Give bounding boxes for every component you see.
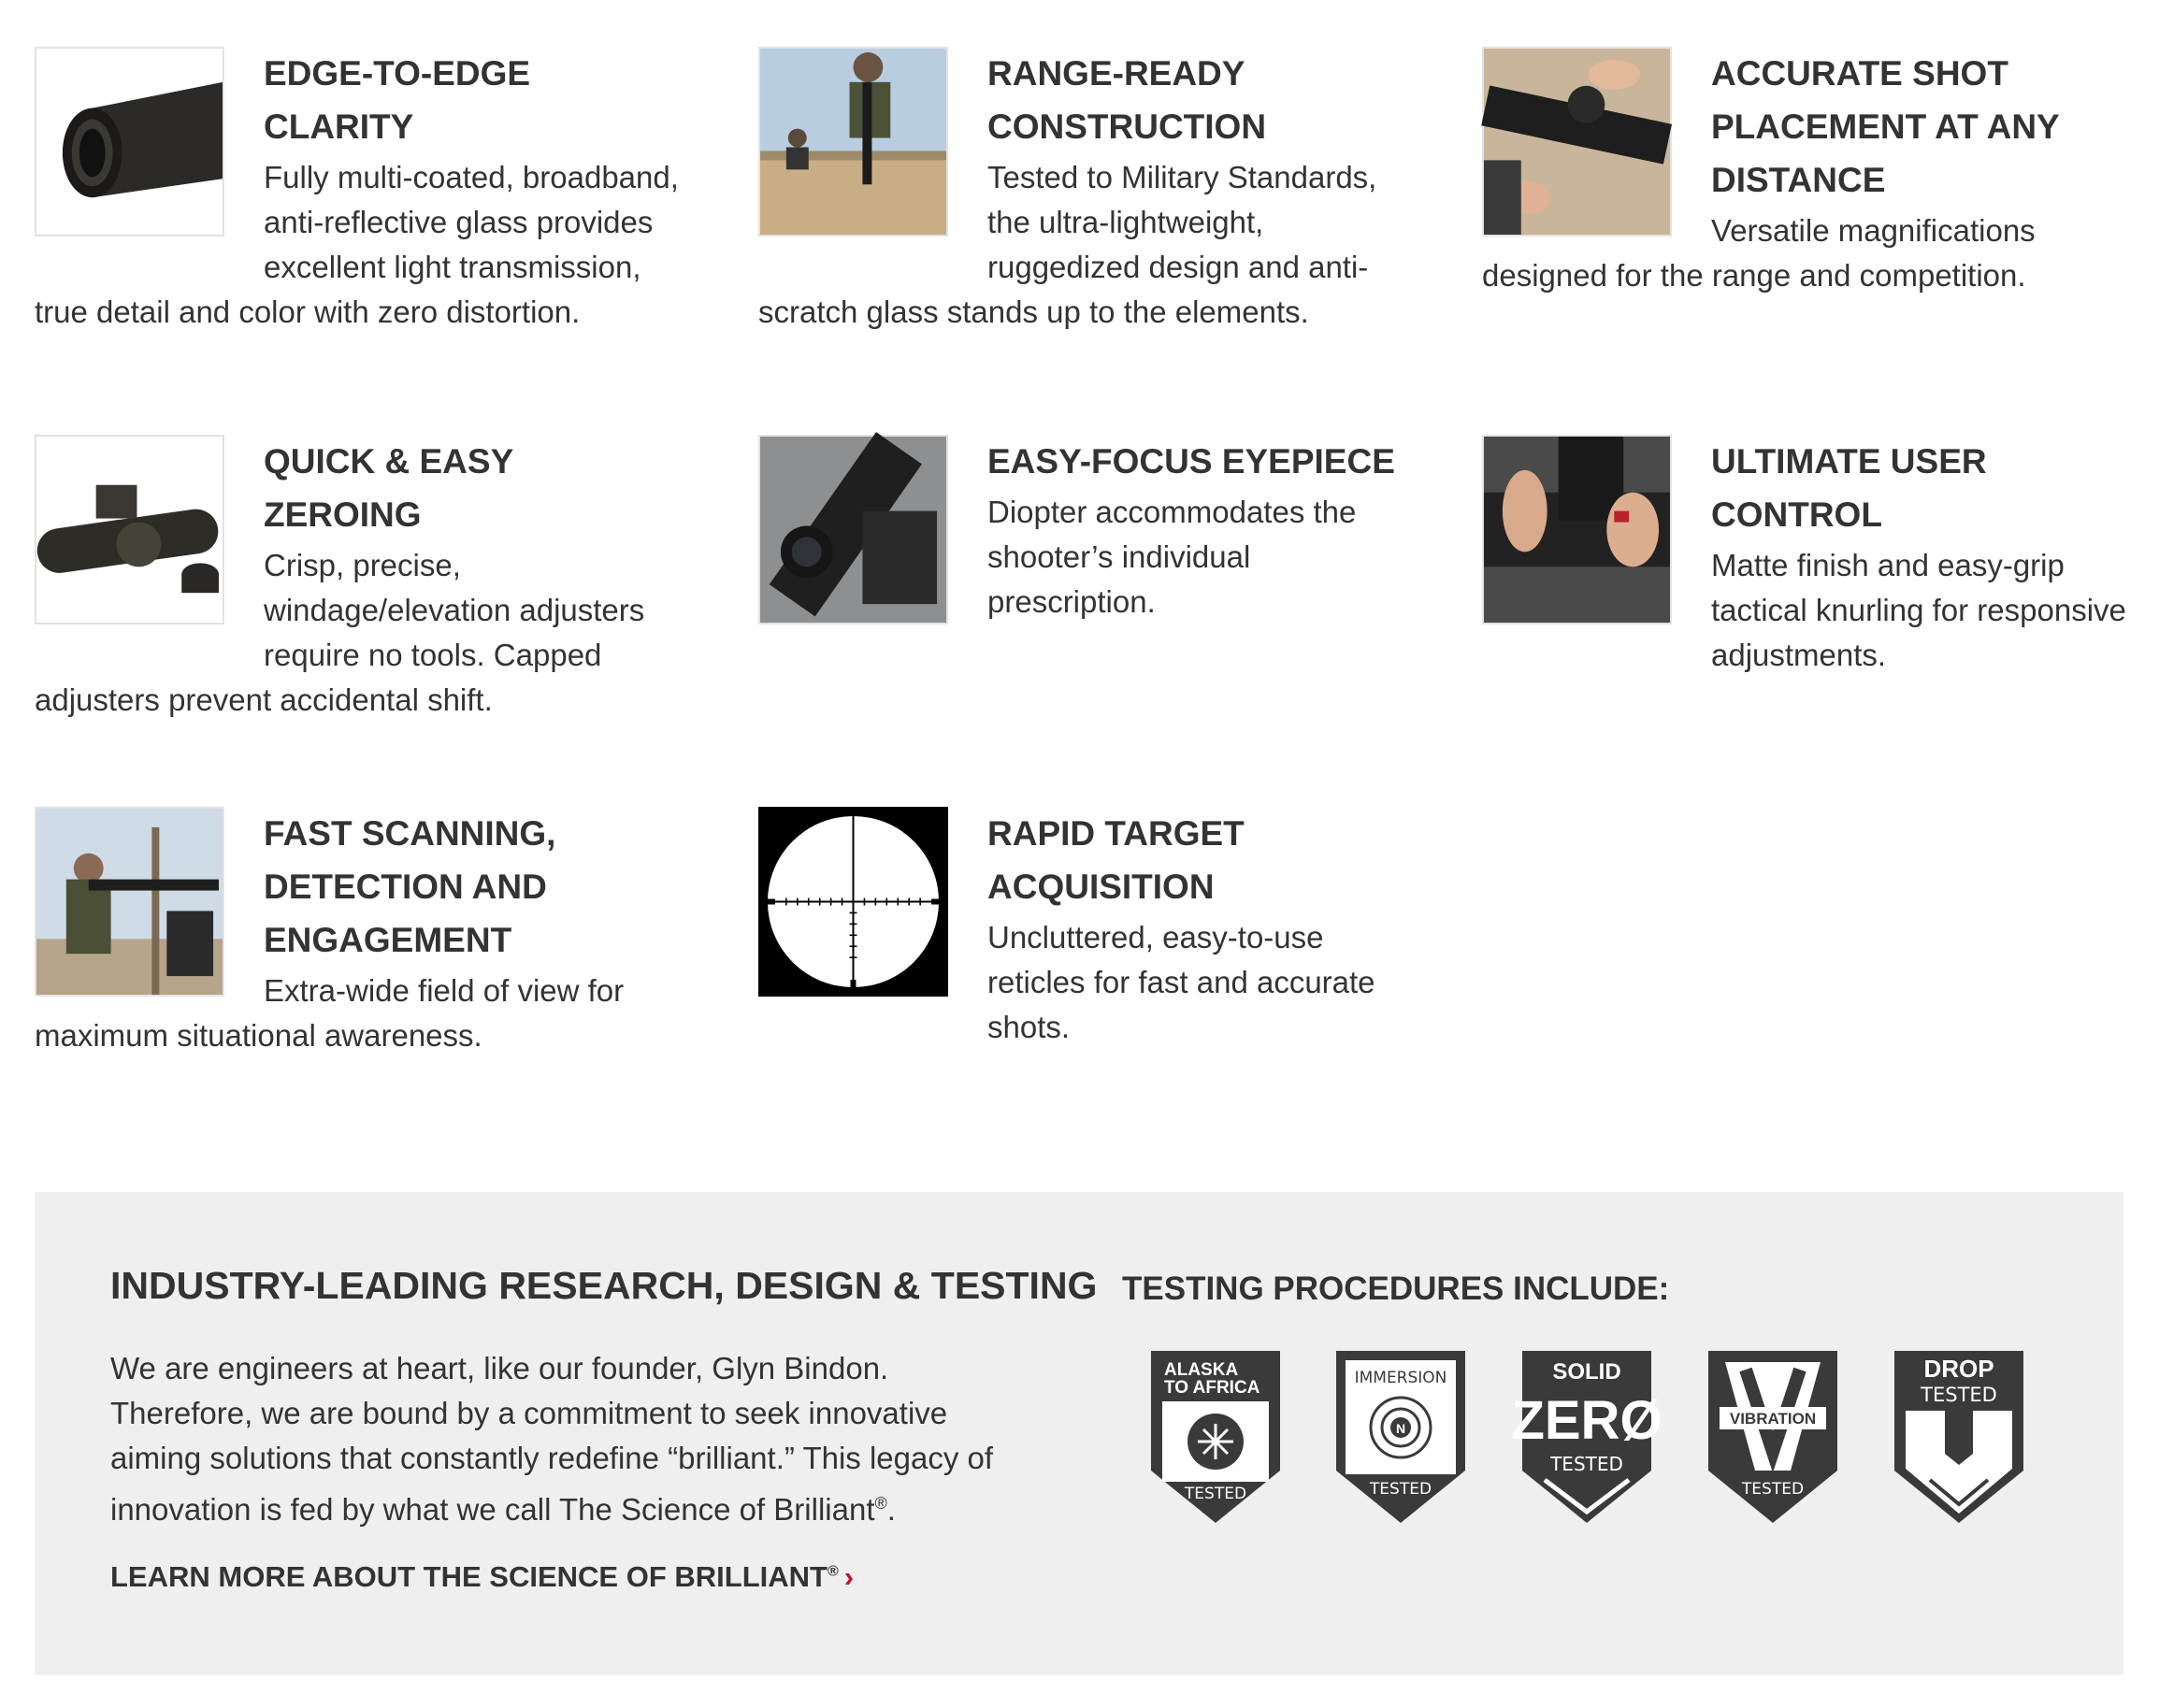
feature-title: EDGE-TO-EDGE CLARITY [264, 54, 531, 146]
feature-title: RANGE-READY CONSTRUCTION [987, 54, 1267, 146]
svg-text:TESTED: TESTED [1921, 1384, 1997, 1406]
alaska-to-africa-badge [1149, 1349, 1282, 1525]
research-body: We are engineers at heart, like our founder, Glyn Bindon. Therefore, we are bound by a commitment to seek innovative aiming solutions that constantly redefine “brilliant.” This legacy of innovation is fed by what we call The Science of Brilliant®. [110, 1351, 994, 1527]
learn-more-science-of-brilliant-link[interactable]: LEARN MORE ABOUT THE SCIENCE OF BRILLIANT® › [110, 1560, 855, 1593]
research-testing-panel [35, 1192, 2123, 1675]
feature-ultimate-user-control [1482, 435, 2127, 678]
feature-fast-scanning [35, 807, 680, 1058]
feature-title: QUICK & EASY ZEROING [264, 442, 513, 534]
shield-icon [1511, 1349, 1662, 1525]
feature-title: ULTIMATE USER CONTROL [1711, 442, 1987, 534]
feature-description: Uncluttered, easy-to-use reticles for fast and accurate shots. [987, 920, 1375, 1044]
feature-description: Matte finish and easy-grip tactical knurling for responsive adjustments. [1711, 548, 2126, 672]
feature-description: Fully multi-coated, broadband, anti-reflective glass provides excellent light transmission, true detail and color with zero distortion. [35, 160, 679, 329]
feature-quick-easy-zeroing [35, 435, 680, 723]
shield-icon [1149, 1349, 1282, 1525]
shield-icon [1334, 1349, 1467, 1525]
riflescope-objective-lens-image [35, 47, 224, 237]
hand-gripping-rifle-scope-image [1482, 435, 1672, 624]
svg-text:ZERØ: ZERØ [1511, 1390, 1662, 1451]
svg-text:VIBRATION: VIBRATION [1729, 1410, 1817, 1428]
drop-badge [1893, 1349, 2025, 1525]
svg-text:TO AFRICA: TO AFRICA [1164, 1378, 1260, 1398]
svg-text:TESTED: TESTED [1369, 1480, 1432, 1499]
reticle-image [758, 807, 948, 997]
feature-title: FAST SCANNING, DETECTION AND ENGAGEMENT [264, 814, 556, 959]
feature-description: Versatile magnifications designed for the range and competition. [1482, 213, 2036, 293]
research-heading: INDUSTRY-LEADING RESEARCH, DESIGN & TESTING [110, 1264, 1098, 1307]
svg-text:DROP: DROP [1923, 1355, 1994, 1383]
svg-text:SOLID: SOLID [1552, 1359, 1621, 1385]
feature-title: ACCURATE SHOT PLACEMENT AT ANY DISTANCE [1711, 54, 2060, 199]
feature-title: EASY-FOCUS EYEPIECE [987, 442, 1395, 481]
feature-accurate-shot-placement [1482, 47, 2127, 298]
shield-icon [1893, 1349, 2025, 1525]
vibration-badge [1706, 1349, 1839, 1525]
feature-description: Diopter accommodates the shooter’s individual prescription. [987, 495, 1357, 619]
chevron-right-icon: › [843, 1560, 855, 1593]
immersion-badge [1334, 1349, 1467, 1525]
feature-description: Tested to Military Standards, the ultra-lightweight, ruggedized design and anti-scratch glass stands up to the elements. [758, 160, 1377, 329]
svg-text:N: N [1395, 1421, 1406, 1436]
svg-text:TESTED: TESTED [1184, 1485, 1247, 1503]
shooter-at-range-barricade-image [758, 47, 948, 237]
feature-rapid-target-acquisition [758, 807, 1403, 1050]
shield-icon [1706, 1349, 1839, 1525]
feature-title: RAPID TARGET ACQUISITION [987, 814, 1245, 906]
hands-adjusting-scope-image [1482, 47, 1672, 237]
feature-description: Extra-wide field of view for maximum situational awareness. [35, 973, 625, 1053]
svg-text:IMMERSION: IMMERSION [1354, 1369, 1447, 1387]
shooter-aiming-rifle-image [35, 807, 224, 997]
feature-edge-to-edge-clarity [35, 47, 680, 335]
scope-eyepiece-on-rifle-image [758, 435, 948, 624]
feature-range-ready-construction [758, 47, 1403, 335]
feature-description: Crisp, precise, windage/elevation adjusters require no tools. Capped adjusters prevent accidental shift. [35, 548, 645, 717]
svg-text:TESTED: TESTED [1741, 1480, 1805, 1499]
solid-zero-badge [1511, 1349, 1662, 1525]
scope-turrets-image [35, 435, 224, 624]
svg-text:TESTED: TESTED [1550, 1453, 1623, 1475]
feature-easy-focus-eyepiece [758, 435, 1403, 634]
svg-text:ALASKA: ALASKA [1164, 1360, 1239, 1380]
testing-heading: TESTING PROCEDURES INCLUDE: [1122, 1270, 1670, 1307]
